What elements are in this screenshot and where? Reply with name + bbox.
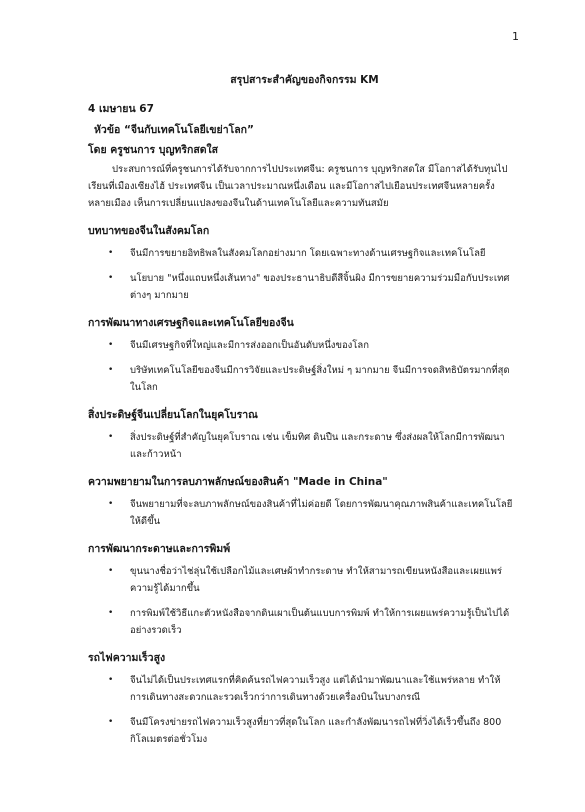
section-heading: การพัฒนากระดาษและการพิมพ์ <box>88 543 231 555</box>
list-item-text: ขุนนางชื่อว่าไช่ลุ่นใช้เปลือกไม้และเศษผ้าทำกระดาษ ทำให้สามารถเขียนหนังสือและเผยแพร่ความรู้ได้มากขึ้น <box>130 566 503 594</box>
list-item <box>108 714 513 748</box>
bullet-icon: • <box>108 432 114 442</box>
list-item <box>108 429 513 463</box>
list-item <box>108 605 513 639</box>
section-heading: สิ่งประดิษฐ์จีนเปลี่ยนโลกในยุคโบราณ <box>88 409 258 421</box>
section-heading: การพัฒนาทางเศรษฐกิจและเทคโนโลยีของจีน <box>88 317 294 329</box>
list-item-text: บริษัทเทคโนโลยีของจีนมีการวิจัยและประดิษฐ์สิ่งใหม่ ๆ มากมาย จีนมีการจดสิทธิบัตรมากที่สุดในโลก <box>130 365 510 393</box>
document-title: สรุปสาระสำคัญของกิจกรรม KM <box>230 74 379 86</box>
list-item-text: จีนพยายามที่จะลบภาพลักษณ์ของสินค้าที่ไม่ค่อยดี โดยการพัฒนาคุณภาพสินค้าและเทคโนโลยีให้ดีขึ้น <box>130 499 513 527</box>
list-item-text: นโยบาย "หนึ่งแถบหนึ่งเส้นทาง" ของประธานาธิบดีสีจิ้นผิง มีการขยายความร่วมมือกับประเทศต่างๆ มากมาย <box>130 273 510 301</box>
bullet-icon: • <box>108 365 114 375</box>
intro-paragraph: ประสบการณ์ที่ครูชนการได้รับจากการไปประเทศจีน: ครูชนการ บุญทริกสดใส มีโอกาสได้รับทุนไปเรียนที่เมืองเซียงไฮ้ ประเทศจีน เป็นเวลาประมาณหนึ่งเดือน และมีโอกาสไปเยือนประเทศจีนหลายครั้งหลายเมือง เห็นการเปลี่ยนแปลงของจีนในด้านเทคโนโลยีและความทันสมัย <box>88 164 508 209</box>
bullet-icon: • <box>108 566 114 576</box>
list-item-text: สิ่งประดิษฐ์ที่สำคัญในยุคโบราณ เช่น เข็มทิศ ดินปืน และกระดาษ ซึ่งส่งผลให้โลกมีการพัฒนาและก้าวหน้า <box>130 432 505 460</box>
bullet-list <box>88 496 513 530</box>
bullet-icon: • <box>108 608 114 618</box>
list-item <box>108 362 513 396</box>
list-item-text: จีนมีโครงข่ายรถไฟความเร็วสูงที่ยาวที่สุดในโลก และกำลังพัฒนารถไฟที่วิ่งได้เร็วขึ้นถึง 800 กิโลเมตรต่อชั่วโมง <box>130 717 502 745</box>
section-role-in-world <box>88 222 513 304</box>
topic-line: หัวข้อ “จีนกับเทคโนโลยีเขย่าโลก” <box>94 124 254 136</box>
bullet-list <box>88 245 513 304</box>
activity-date: 4 เมษายน 67 <box>88 103 154 115</box>
page-number: 1 <box>512 30 519 43</box>
bullet-icon: • <box>108 340 114 350</box>
bullet-icon: • <box>108 273 114 283</box>
bullet-list <box>88 429 513 463</box>
section-heading: บทบาทของจีนในสังคมโลก <box>88 225 210 237</box>
list-item-text: จีนไม่ได้เป็นประเทศแรกที่คิดค้นรถไฟความเร็วสูง แต่ได้นำมาพัฒนาและใช้แพร่หลาย ทำให้การเดินทางสะดวกและรวดเร็วกว่าการเดินทางด้วยเครื่องบินในบางกรณี <box>130 675 501 703</box>
list-item-text: จีนมีเศรษฐกิจที่ใหญ่และมีการส่งออกเป็นอันดับหนึ่งของโลก <box>130 340 369 351</box>
section-paper-printing <box>88 540 513 639</box>
section-made-in-china <box>88 473 513 530</box>
section-economy-technology <box>88 314 513 396</box>
bullet-icon: • <box>108 499 114 509</box>
list-item <box>108 563 513 597</box>
list-item <box>108 337 513 354</box>
section-high-speed-rail <box>88 649 513 748</box>
list-item <box>108 270 513 304</box>
bullet-list <box>88 672 513 748</box>
author-line: โดย ครูชนการ บุญทริกสดใส <box>88 144 219 156</box>
bullet-list <box>88 563 513 639</box>
bullet-list <box>88 337 513 396</box>
bullet-icon: • <box>108 675 114 685</box>
section-ancient-inventions <box>88 406 513 463</box>
list-item <box>108 245 513 262</box>
list-item-text: การพิมพ์ใช้วิธีแกะตัวหนังสือจากดินเผาเป็นต้นแบบการพิมพ์ ทำให้การเผยแพร่ความรู้เป็นไปได้อย่างรวดเร็ว <box>130 608 510 636</box>
bullet-icon: • <box>108 248 114 258</box>
list-item <box>108 672 513 706</box>
section-heading: ความพยายามในการลบภาพลักษณ์ของสินค้า "Made in China" <box>88 476 388 488</box>
list-item <box>108 496 513 530</box>
bullet-icon: • <box>108 717 114 727</box>
list-item-text: จีนมีการขยายอิทธิพลในสังคมโลกอย่างมาก โดยเฉพาะทางด้านเศรษฐกิจและเทคโนโลยี <box>130 248 486 259</box>
section-heading: รถไฟความเร็วสูง <box>88 652 166 664</box>
